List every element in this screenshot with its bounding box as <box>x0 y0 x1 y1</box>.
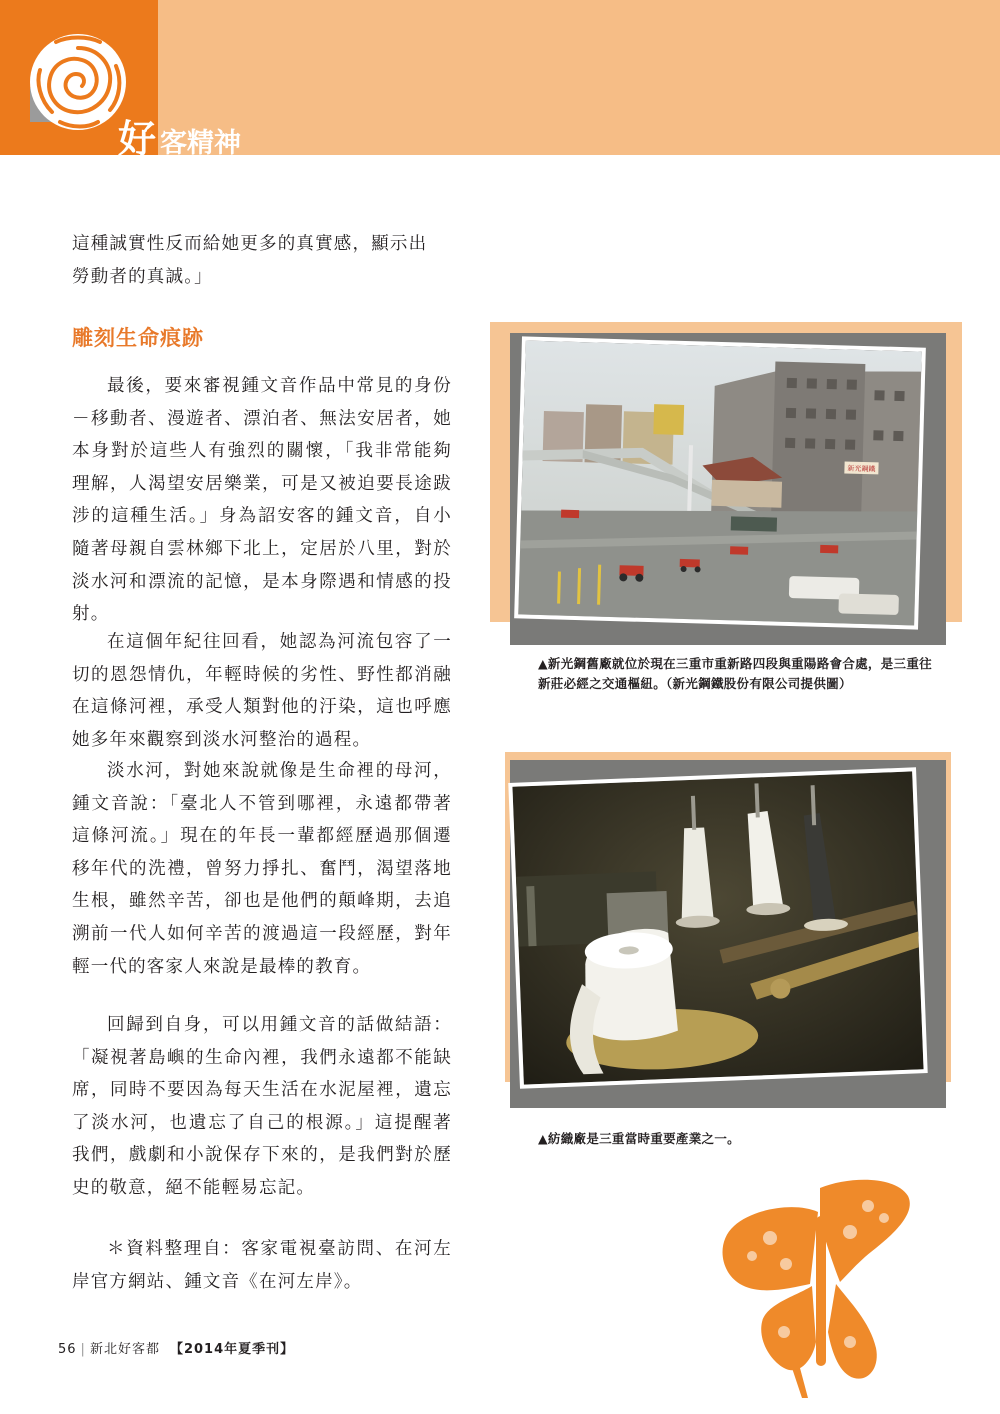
publication-name: 新北好客都 <box>89 1342 160 1357</box>
header-logo-box <box>0 0 242 161</box>
article-heading: 雕刻生命痕跡 <box>72 326 204 350</box>
section-title <box>118 108 241 163</box>
paragraph-3: 淡水河，對她來說就像是生命裡的母河，鍾文音說：「臺北人不管到哪裡，永遠都帶著這條河流。」現在的年長一輩都經歷過那個遷移年代的洗禮，曾努力掙扎、奮鬥，渴望落地生根，雖然辛苦，卻也是他們的顛峰期，去追溯前一代人如何辛苦的渡過這一段經歷，對年輕一代的客家人來說是最棒的教育。 <box>72 761 452 977</box>
source-note: ＊資料整理自：客家電視臺訪問、在河左岸官方網站、鍾文音《在河左岸》。 <box>72 1239 452 1292</box>
rose-icon <box>26 30 130 134</box>
page-number: 56 <box>58 1342 77 1357</box>
footer-divider: | <box>80 1342 86 1357</box>
photo-textile-spindles <box>508 767 927 1088</box>
intro-line-2: 勞動者的真誠。」 <box>72 266 213 287</box>
factory-sign: 新光鋼鐵 <box>847 464 876 474</box>
page-footer <box>58 1338 294 1357</box>
paragraph-1: 最後，要來審視鍾文音作品中常見的身份－移動者、漫遊者、漂泊者、無法安居者，她本身對於這些人有強烈的關懷，「我非常能夠理解，人渴望安居樂業，可是又被迫要長途跋涉的這種生活。」身為詔安客的鍾文音，自小隨著母親自雲林鄉下北上，定居於八里，對於淡水河和漂流的記憶，是本身際遇和情感的投射。 <box>72 376 452 625</box>
issue-label: 【2014年夏季刊】 <box>169 1342 295 1357</box>
section-title-rest: 客精神 <box>160 128 242 159</box>
intro-line-1: 這種誠實性反而給她更多的真實感，顯示出 <box>72 234 428 254</box>
intro-text <box>72 228 452 293</box>
textile-illustration <box>512 771 923 1084</box>
street-scene-illustration <box>518 341 921 626</box>
paragraph-4: 回歸到自身，可以用鍾文音的話做結語：「凝視著島嶼的生命內裡，我們永遠都不能缺席，同時不要因為每天生活在水泥屋裡，遺忘了淡水河，也遺忘了自己的根源。」這提醒著我們，戲劇和小說保存下來的，是我們對於歷史的敬意，絕不能輕易忘記。 <box>72 1015 452 1198</box>
photo-factory-street <box>514 336 926 629</box>
butterfly-icon <box>700 1172 920 1402</box>
section-title-big: 好 <box>118 117 157 161</box>
paragraph-2: 在這個年紀往回看，她認為河流包容了一切的恩怨情仇，年輕時候的劣性、野性都消融在這條河裡，承受人類對他的汙染，這也呼應她多年來觀察到淡水河整治的過程。 <box>72 632 452 750</box>
photo1-caption: ▲新光鋼舊廠就位於現在三重市重新路四段與重陽路會合處，是三重往新莊必經之交通樞紐。（新光鋼鐵股份有限公司提供圖） <box>538 656 932 691</box>
photo2-caption: ▲紡織廠是三重當時重要產業之一。 <box>538 1131 740 1146</box>
